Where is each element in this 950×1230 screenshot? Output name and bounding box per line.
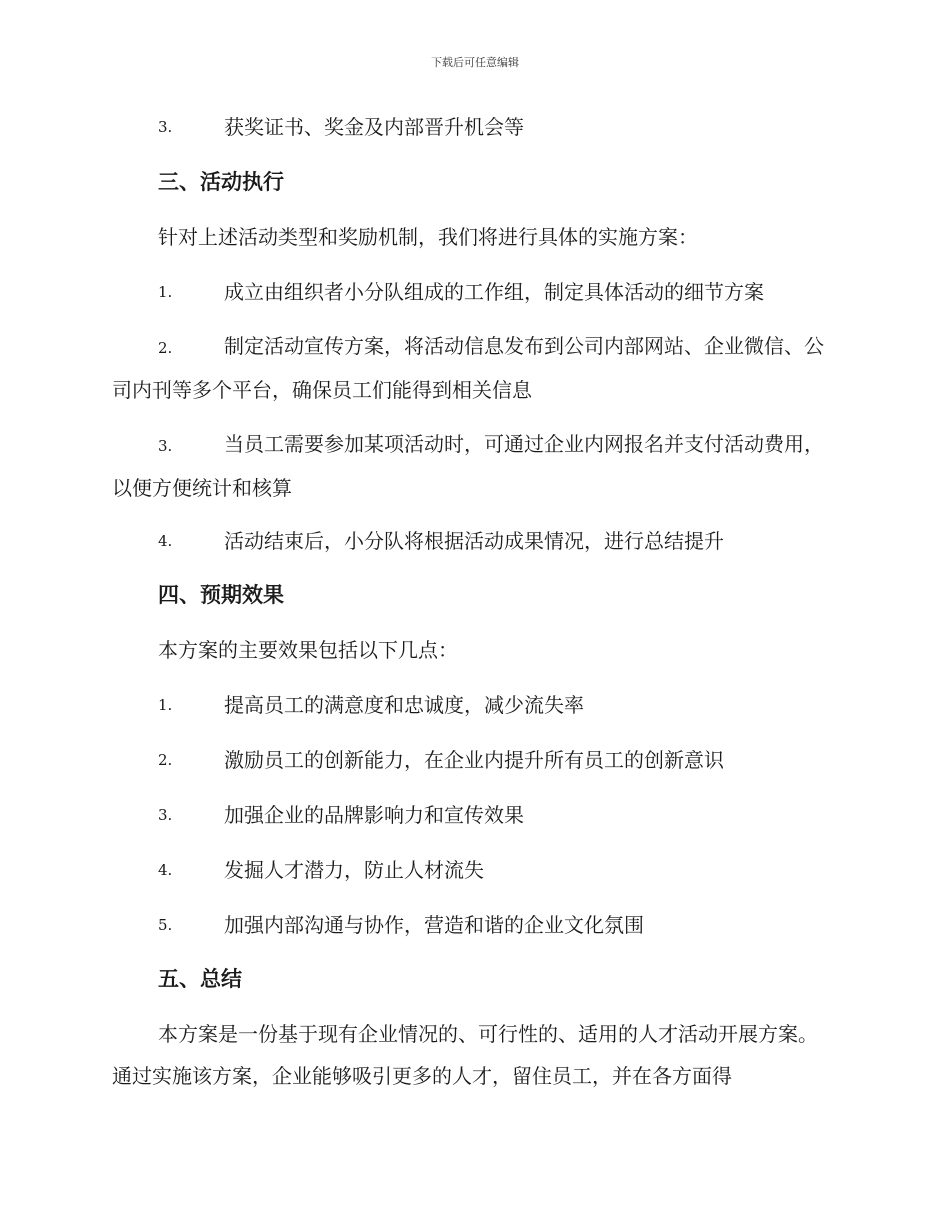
list-item <box>112 423 836 509</box>
list-number: 1. <box>158 283 173 301</box>
paragraph: 针对上述活动类型和奖励机制，我们将进行具体的实施方案： <box>158 225 698 249</box>
list-text: 成立由组织者小分队组成的工作组，制定具体活动的细节方案 <box>224 280 764 304</box>
section-heading: 三、活动执行 <box>158 169 284 194</box>
list-number: 2. <box>158 339 173 357</box>
list-item <box>158 520 848 562</box>
list-number: 3. <box>158 118 173 136</box>
list-item <box>158 904 848 946</box>
list-item <box>112 325 836 411</box>
list-item <box>158 739 848 781</box>
list-number: 5. <box>158 916 173 934</box>
list-text: 制定活动宣传方案，将活动信息发布到公司内部网站、企业微信、公司内刊等多个平台，确保员工们能得到相关信息 <box>112 334 824 402</box>
list-text: 加强内部沟通与协作，营造和谐的企业文化氛围 <box>224 913 644 937</box>
list-text: 激励员工的创新能力，在企业内提升所有员工的创新意识 <box>224 748 724 772</box>
list-text: 加强企业的品牌影响力和宣传效果 <box>224 803 524 827</box>
list-number: 4. <box>158 532 173 550</box>
list-text: 活动结束后，小分队将根据活动成果情况，进行总结提升 <box>224 529 724 553</box>
list-text: 获奖证书、奖金及内部晋升机会等 <box>224 115 524 139</box>
list-number: 3. <box>158 806 173 824</box>
list-item <box>158 106 848 148</box>
list-item <box>158 849 848 891</box>
paragraph: 本方案的主要效果包括以下几点： <box>158 638 458 662</box>
list-item <box>158 794 848 836</box>
section-heading: 四、预期效果 <box>158 582 284 607</box>
list-text: 提高员工的满意度和忠诚度，减少流失率 <box>224 693 584 717</box>
section-heading: 五、总结 <box>158 966 242 991</box>
paragraph: 本方案是一份基于现有企业情况的、可行性的、适用的人才活动开展方案。通过实施该方案，企业能够吸引更多的人才，留住员工，并在各方面得 <box>112 1022 818 1088</box>
list-number: 1. <box>158 696 173 714</box>
list-number: 2. <box>158 751 173 769</box>
list-item <box>158 271 848 313</box>
page-header: 下载后可任意编辑 <box>431 56 519 69</box>
list-number: 4. <box>158 861 173 879</box>
list-item <box>158 684 848 726</box>
list-text: 发掘人才潜力，防止人材流失 <box>224 858 484 882</box>
list-text: 当员工需要参加某项活动时，可通过企业内网报名并支付活动费用，以便方便统计和核算 <box>112 432 824 500</box>
list-number: 3. <box>158 437 173 455</box>
